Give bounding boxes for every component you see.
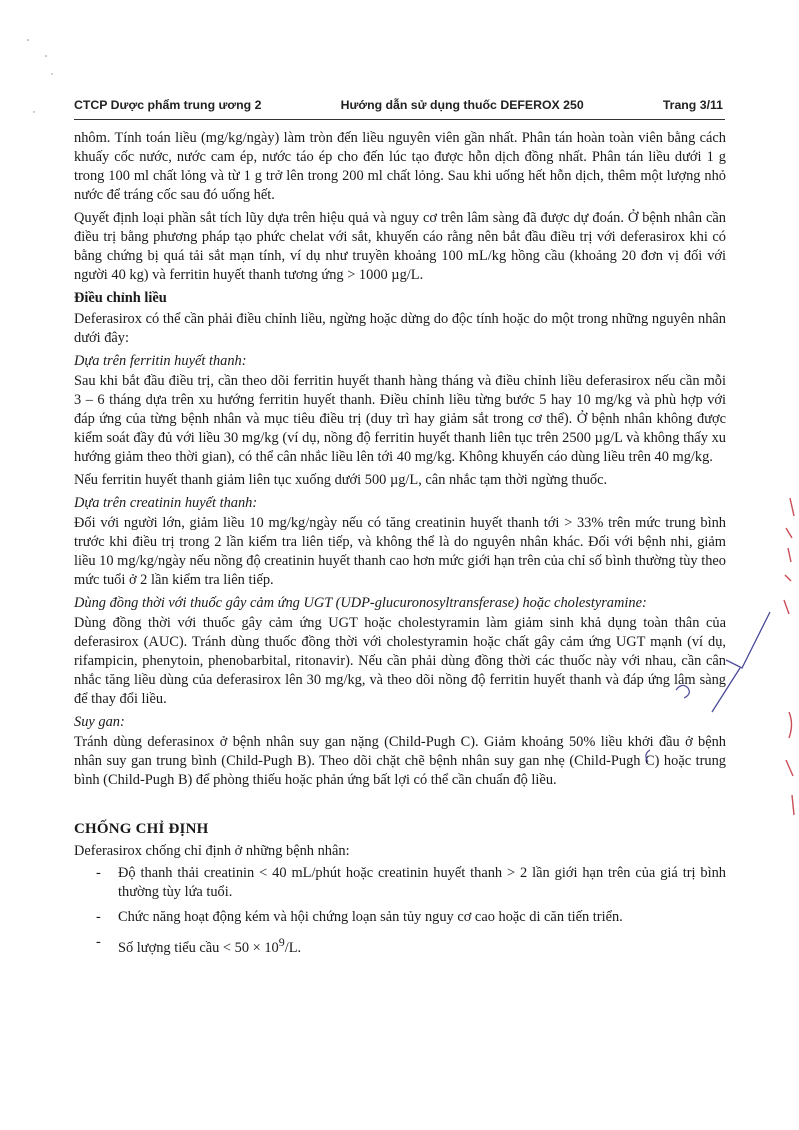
- list-item: [74, 864, 726, 902]
- bullet-dash: -: [96, 865, 101, 881]
- paragraph-start-decision: Quyết định loại phần sắt tích lũy dựa trên hiệu quả và nguy cơ trên lâm sàng đã được dự đoán. Ở bệnh nhân cần điều trị bằng phương pháp tạo phức chelat với sắt, khuyến cáo rằng nên bắt đầu điều trị với deferasirox khi có bằng chứng bị quá tải sắt mạn tính, ví dụ như truyền khoảng 100 mL/kg hồng cầu (khoảng 20 đơn vị đối với người 40 kg) và ferritin huyết thanh tương ứng > 1000 µg/L.: [74, 210, 726, 283]
- paragraph-dispersion: nhôm. Tính toán liều (mg/kg/ngày) làm tròn đến liều nguyên viên gần nhất. Phân tán hoàn toàn viên bằng cách khuấy cốc nước, nước cam ép, nước táo ép cho đến lúc tạo được hỗn dịch đồng nhất. Phân tán liều dưới 1 g trong 100 ml chất lỏng và từ 1 g trở lên trong 200 ml chất lỏng. Sau khi uống hết hỗn dịch, thêm một lượng nhỏ nước để tráng cốc sau đó uống hết.: [74, 130, 726, 203]
- list-item-text: [118, 935, 302, 956]
- scan-specks: [27, 39, 53, 113]
- contraindications-list: [74, 864, 726, 958]
- paragraph-dose-adjustment-intro: Deferasirox có thể cần phải điều chỉnh liều, ngừng hoặc dừng do độc tính hoặc do một trong những nguyên nhân dưới đây:: [74, 311, 726, 346]
- heading-ugt-inducers: Dùng đồng thời với thuốc gây cảm ứng UGT (UDP-glucuronosyltransferase) hoặc cholestyramine:: [74, 595, 647, 611]
- paragraph-contraindications-intro: Deferasirox chống chỉ định ở những bệnh nhân:: [74, 843, 350, 859]
- header-doc-title: Hướng dẫn sử dụng thuốc DEFEROX 250: [340, 98, 584, 112]
- paragraph-ferritin-adjustment: Sau khi bắt đầu điều trị, cần theo dõi ferritin huyết thanh hàng tháng và điều chỉnh liều deferasirox nếu cần mỗi 3 – 6 tháng dựa trên xu hướng ferritin huyết thanh. Điều chỉnh liều từng bước 5 hay 10 mg/kg và phù hợp với đáp ứng của từng bệnh nhân và mục tiêu điều trị (duy trì hay giảm sắt trong cơ thể). Ở bệnh nhân không được kiểm soát đầy đủ với liều 30 mg/kg (ví dụ, nồng độ ferritin huyết thanh liên tục trên 2500 µg/L và không thấy xu hướng giảm theo thời gian), có thể cân nhắc liều lên tới 40 mg/kg. Không khuyến cáo dùng liều trên 40 mg/kg.: [74, 373, 726, 465]
- heading-creatinine-based: Dựa trên creatinin huyết thanh:: [74, 495, 258, 511]
- header-company: CTCP Dược phẩm trung ương 2: [74, 98, 262, 112]
- heading-dose-adjustment: Điều chỉnh liều: [74, 290, 167, 306]
- paragraph-hepatic-impairment: Tránh dùng deferasinox ở bệnh nhân suy gan nặng (Child-Pugh C). Giảm khoảng 50% liều khởi đầu ở bệnh nhân suy gan trung bình (Child-Pugh B). Theo dõi chặt chẽ bệnh nhân suy gan nhẹ (Child-Pugh C) hoặc trung bình (Child-Pugh B) để phòng thiếu hoặc phản ứng bất lợi có thể cần chuẩn độ liều.: [74, 734, 726, 788]
- list-item: [74, 933, 726, 958]
- heading-ferritin-based: Dựa trên ferritin huyết thanh:: [74, 353, 247, 369]
- bullet-dash: -: [96, 934, 101, 950]
- platelet-text: Số lượng tiểu cầu < 50 × 10: [118, 939, 279, 956]
- list-item-text: Chức năng hoạt động kém và hội chứng loạn sản tủy nguy cơ cao hoặc di căn tiến triển.: [118, 909, 623, 925]
- document-body: [74, 129, 726, 964]
- list-item: [74, 908, 726, 927]
- paragraph-ugt-inducers: Dùng đồng thời với thuốc gây cảm ứng UGT hoặc cholestyramin làm giảm sinh khả dụng toàn thân của deferasirox (AUC). Tránh dùng thuốc đồng thời với cholestyramin hoặc chất gây cảm ứng UGT mạnh (ví dụ, rifampicin, phenytoin, phenobarbital, ritonavir). Nếu cần phải dùng đồng thời các thuốc này với nhau, cần cân nhắc tăng liều dùng của deferasirox lên 30 mg/kg, và theo dõi nồng độ ferritin huyết thanh và đáp ứng lâm sàng để thay đổi liều.: [74, 615, 726, 707]
- header-divider: [74, 119, 725, 120]
- bullet-dash: -: [96, 909, 101, 925]
- page-header: [74, 98, 723, 112]
- paragraph-creatinine-adjustment: Đối với người lớn, giảm liều 10 mg/kg/ngày nếu có tăng creatinin huyết thanh tới > 33% trên mức trung bình trước khi điều trị trong 2 lần kiểm tra liên tiếp, và không thể là do nguyên nhân khác. Đối với bệnh nhi, giảm liều 10 mg/kg/ngày nếu nồng độ creatinin huyết thanh cao hơn mức giới hạn trên của chỉ số bình thường tùy theo mức tuổi ở 2 lần kiểm tra liên tiếp.: [74, 515, 726, 588]
- red-stamp-fragment: [784, 498, 794, 815]
- platelet-unit: /L.: [284, 939, 302, 956]
- heading-hepatic-impairment: Suy gan:: [74, 714, 125, 730]
- list-item-text: Độ thanh thải creatinin < 40 mL/phút hoặc creatinin huyết thanh > 2 lần giới hạn trên của giá trị bình thường tùy lứa tuổi.: [118, 865, 726, 900]
- paragraph-ferritin-stop: Nếu ferritin huyết thanh giảm liên tục xuống dưới 500 µg/L, cân nhắc tạm thời ngừng thuốc.: [74, 472, 608, 488]
- header-page-number: Trang 3/11: [662, 98, 723, 112]
- heading-contraindications: CHỐNG CHỈ ĐỊNH: [74, 821, 209, 837]
- exponent: 9: [278, 935, 285, 949]
